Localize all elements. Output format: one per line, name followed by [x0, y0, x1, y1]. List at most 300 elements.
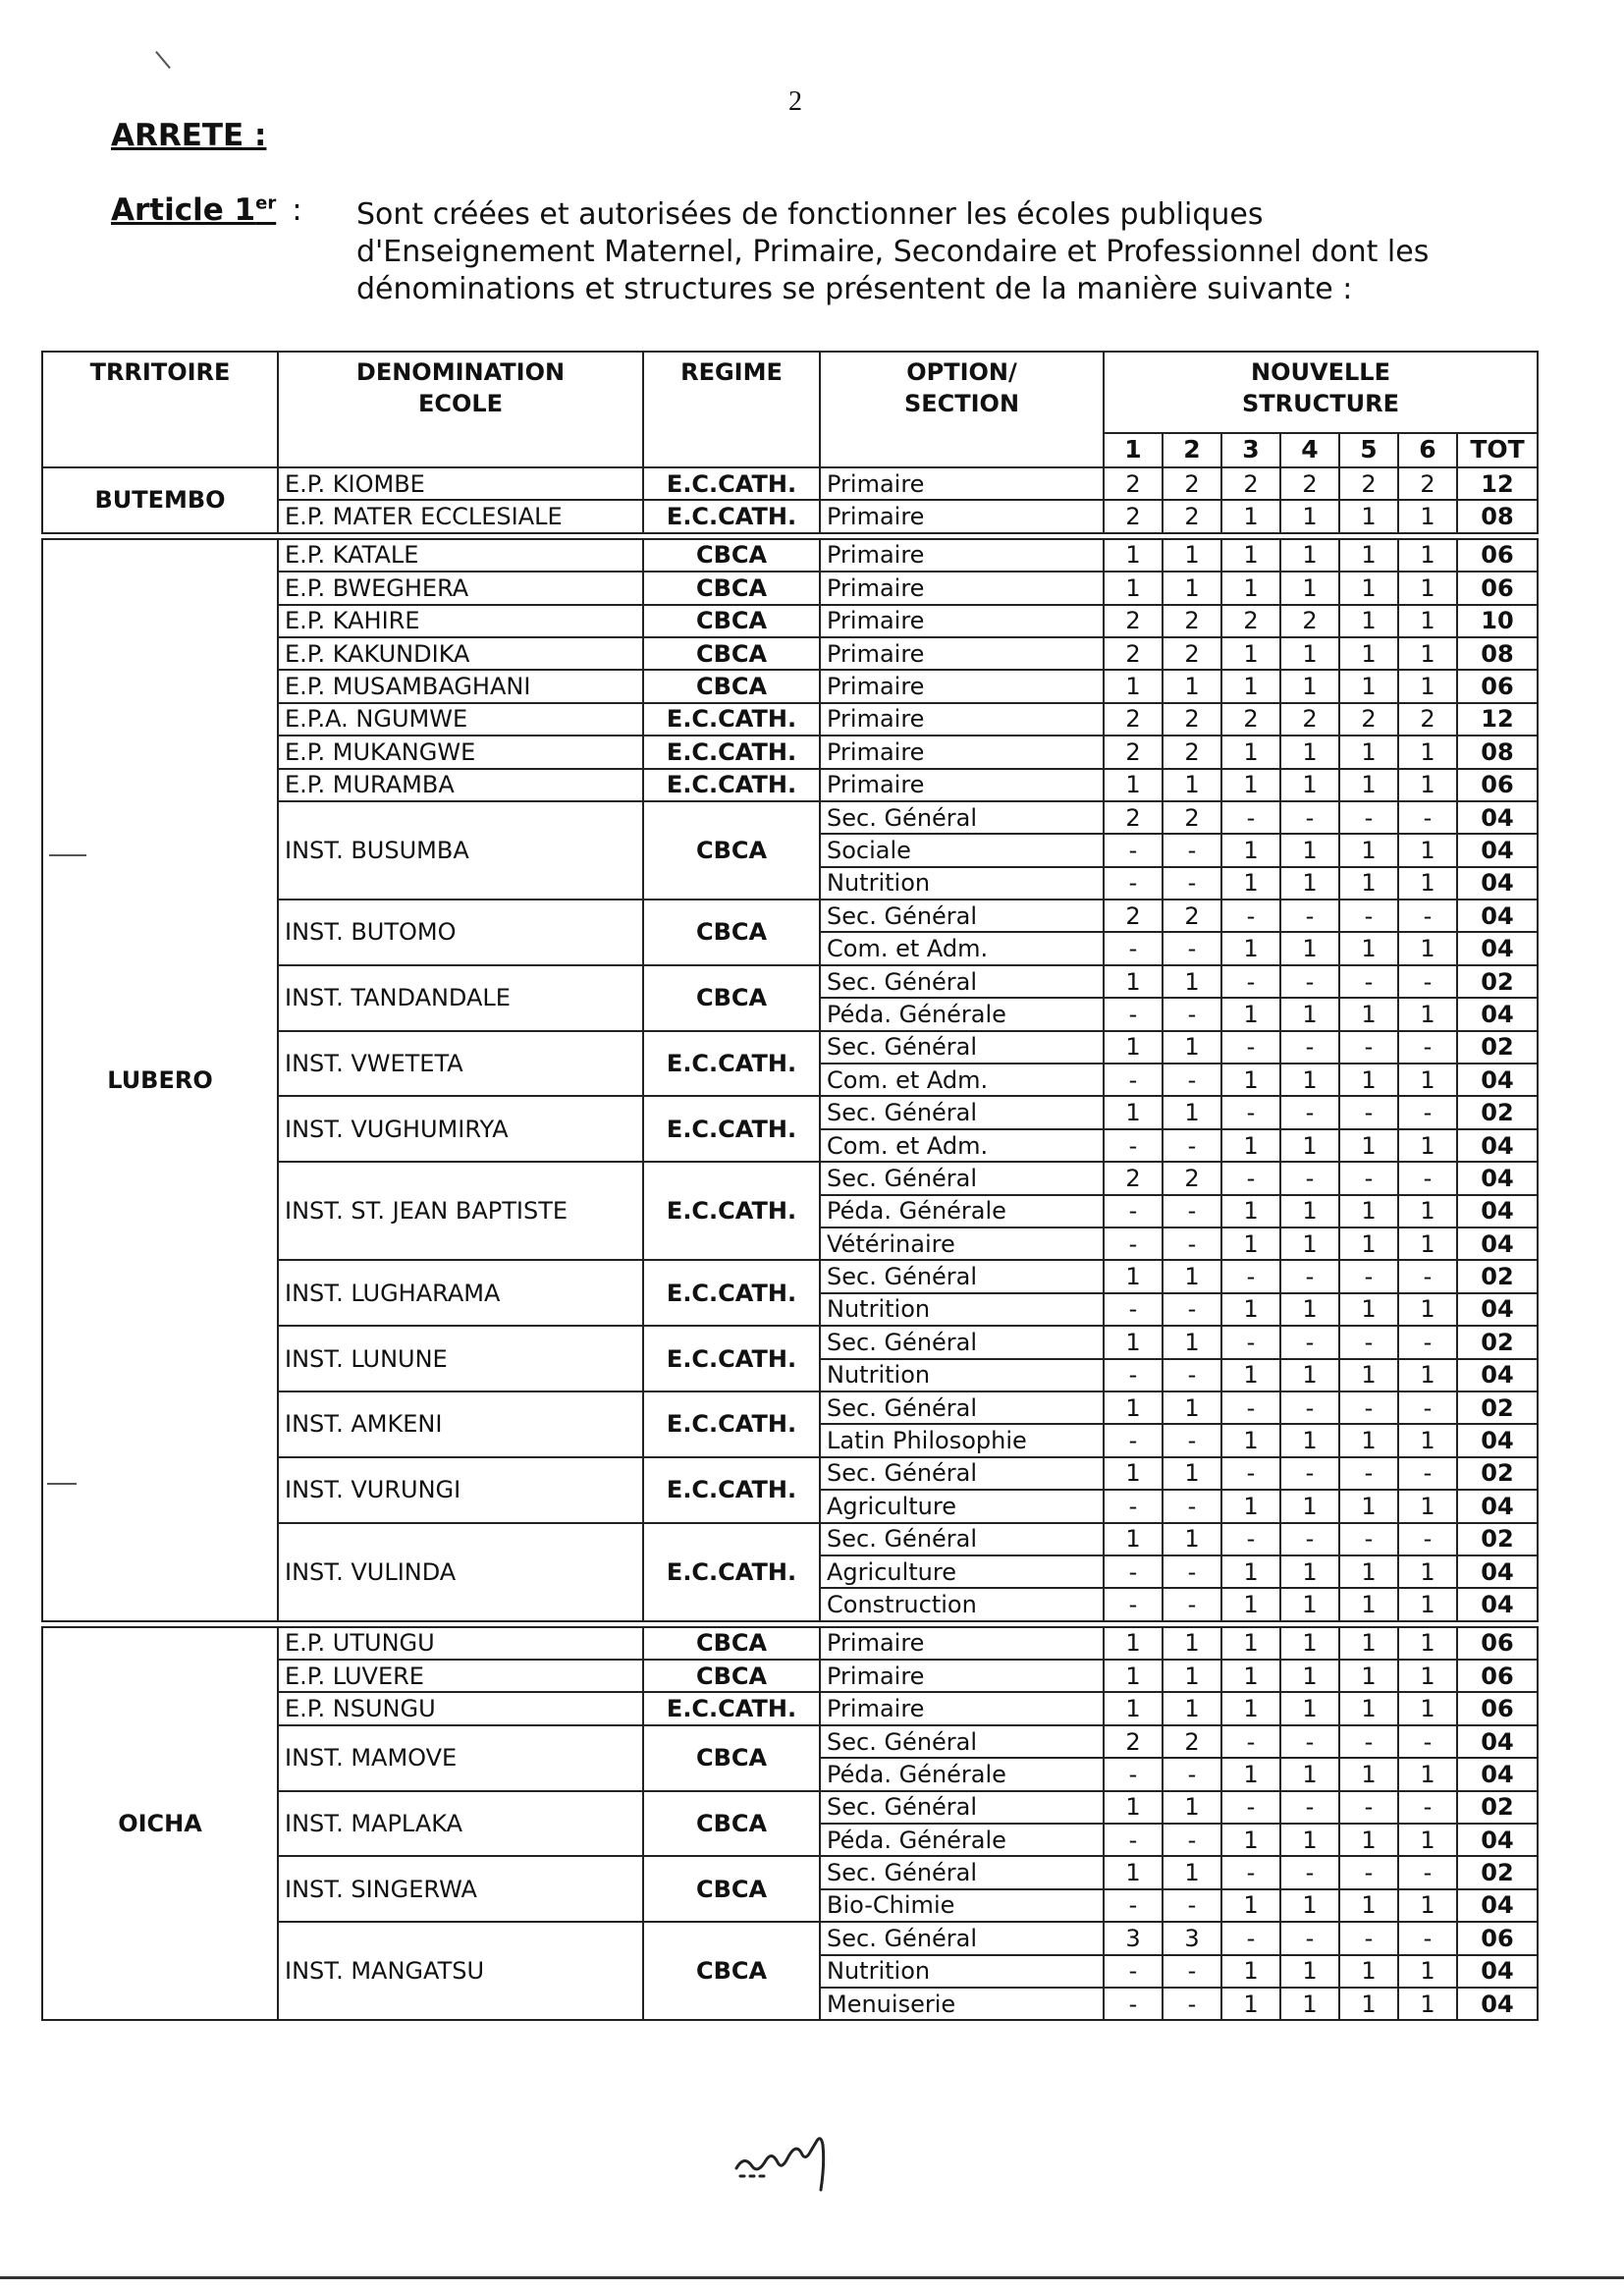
total-count: 04 — [1457, 1824, 1538, 1856]
year-count: 1 — [1280, 1129, 1339, 1162]
header-option: OPTION/ SECTION — [820, 352, 1104, 467]
year-count: 1 — [1339, 1988, 1398, 2020]
header-denomination: DENOMINATION ECOLE — [278, 352, 643, 467]
total-count: 06 — [1457, 1660, 1538, 1692]
total-count: 04 — [1457, 1162, 1538, 1194]
year-count: - — [1104, 1195, 1163, 1227]
school-name: INST. VWETETA — [278, 1031, 643, 1097]
school-name: E.P. LUVERE — [278, 1660, 643, 1692]
year-count: 1 — [1398, 1988, 1457, 2020]
year-count: 1 — [1398, 1660, 1457, 1692]
year-count: 1 — [1280, 1424, 1339, 1456]
article-label-text: Article 1er — [111, 192, 277, 228]
school-name: INST. SINGERWA — [278, 1856, 643, 1922]
option-section: Com. et Adm. — [820, 1129, 1104, 1162]
total-count: 06 — [1457, 1627, 1538, 1660]
year-count: - — [1163, 1490, 1221, 1522]
year-count: 1 — [1339, 1227, 1398, 1260]
header-year: 4 — [1280, 433, 1339, 467]
total-count: 04 — [1457, 1129, 1538, 1162]
year-count: 3 — [1104, 1922, 1163, 1954]
option-section: Sec. Général — [820, 1326, 1104, 1358]
year-count: - — [1339, 1326, 1398, 1358]
option-section: Sec. Général — [820, 1260, 1104, 1292]
page-number: 2 — [788, 86, 802, 117]
year-count: 1 — [1398, 769, 1457, 801]
year-count: 1 — [1280, 1359, 1339, 1391]
school-regime: CBCA — [643, 1627, 820, 1660]
year-count: 1 — [1280, 1064, 1339, 1096]
option-section: Nutrition — [820, 1293, 1104, 1326]
year-count: 1 — [1339, 1824, 1398, 1856]
year-count: 1 — [1280, 539, 1339, 572]
year-count: 2 — [1221, 467, 1280, 500]
year-count: 1 — [1221, 1627, 1280, 1660]
total-count: 12 — [1457, 703, 1538, 736]
year-count: 1 — [1221, 637, 1280, 670]
year-count: - — [1104, 1424, 1163, 1456]
school-regime: CBCA — [643, 572, 820, 604]
year-count: - — [1163, 1129, 1221, 1162]
year-count: 1 — [1398, 1064, 1457, 1096]
school-name: E.P. MATER ECCLESIALE — [278, 500, 643, 532]
school-name: E.P. UTUNGU — [278, 1627, 643, 1660]
year-count: 1 — [1163, 1660, 1221, 1692]
total-count: 04 — [1457, 1555, 1538, 1588]
year-count: - — [1163, 1758, 1221, 1790]
option-section: Sec. Général — [820, 1391, 1104, 1424]
school-name: E.P. KAKUNDIKA — [278, 637, 643, 670]
total-count: 06 — [1457, 572, 1538, 604]
school-name: E.P. NSUNGU — [278, 1692, 643, 1724]
year-count: - — [1221, 1922, 1280, 1954]
total-count: 04 — [1457, 1490, 1538, 1522]
year-count: 1 — [1280, 1588, 1339, 1620]
school-regime: CBCA — [643, 900, 820, 965]
year-count: - — [1104, 998, 1163, 1030]
school-name: E.P. KATALE — [278, 539, 643, 572]
year-count: 2 — [1163, 605, 1221, 637]
year-count: - — [1221, 1856, 1280, 1888]
total-count: 04 — [1457, 1359, 1538, 1391]
year-count: 2 — [1163, 1162, 1221, 1194]
signature — [727, 2111, 884, 2200]
school-regime: CBCA — [643, 539, 820, 572]
year-count: - — [1280, 1391, 1339, 1424]
year-count: 1 — [1221, 834, 1280, 866]
year-count: - — [1221, 1326, 1280, 1358]
school-regime: CBCA — [643, 1791, 820, 1857]
option-section: Primaire — [820, 1627, 1104, 1660]
year-count: - — [1104, 1955, 1163, 1988]
year-count: - — [1104, 1227, 1163, 1260]
total-count: 06 — [1457, 1922, 1538, 1954]
option-section: Sec. Général — [820, 1031, 1104, 1064]
year-count: 1 — [1398, 670, 1457, 702]
year-count: 2 — [1339, 703, 1398, 736]
year-count: - — [1339, 801, 1398, 834]
year-count: - — [1163, 1988, 1221, 2020]
year-count: - — [1221, 1791, 1280, 1824]
option-section: Nutrition — [820, 1955, 1104, 1988]
year-count: 1 — [1398, 1359, 1457, 1391]
year-count: 1 — [1339, 1889, 1398, 1922]
option-section: Latin Philosophie — [820, 1424, 1104, 1456]
option-section: Com. et Adm. — [820, 932, 1104, 964]
school-regime: E.C.CATH. — [643, 1096, 820, 1162]
option-section: Sec. Général — [820, 1922, 1104, 1954]
year-count: - — [1398, 1326, 1457, 1358]
total-count: 04 — [1457, 1195, 1538, 1227]
year-count: 1 — [1339, 867, 1398, 900]
total-count: 10 — [1457, 605, 1538, 637]
year-count: 2 — [1398, 703, 1457, 736]
year-count: - — [1163, 1824, 1221, 1856]
option-section: Primaire — [820, 703, 1104, 736]
school-regime: E.C.CATH. — [643, 500, 820, 532]
year-count: 1 — [1339, 500, 1398, 532]
year-count: 1 — [1398, 1227, 1457, 1260]
year-count: - — [1163, 1195, 1221, 1227]
total-count: 02 — [1457, 1031, 1538, 1064]
option-section: Construction — [820, 1588, 1104, 1620]
year-count: 1 — [1104, 1457, 1163, 1490]
year-count: 1 — [1104, 1523, 1163, 1555]
year-count: - — [1398, 1922, 1457, 1954]
school-name: E.P. BWEGHERA — [278, 572, 643, 604]
school-regime: E.C.CATH. — [643, 769, 820, 801]
year-count: 1 — [1398, 1955, 1457, 1988]
year-count: - — [1221, 1523, 1280, 1555]
year-count: 1 — [1163, 1096, 1221, 1128]
year-count: 1 — [1280, 572, 1339, 604]
option-section: Sec. Général — [820, 801, 1104, 834]
year-count: - — [1280, 1922, 1339, 1954]
year-count: 1 — [1398, 1758, 1457, 1790]
year-count: 2 — [1104, 1725, 1163, 1758]
option-section: Sec. Général — [820, 1523, 1104, 1555]
year-count: 3 — [1163, 1922, 1221, 1954]
year-count: 1 — [1104, 1031, 1163, 1064]
school-name: INST. LUGHARAMA — [278, 1260, 643, 1326]
option-section: Primaire — [820, 605, 1104, 637]
year-count: - — [1339, 1725, 1398, 1758]
total-count: 06 — [1457, 769, 1538, 801]
option-section: Péda. Générale — [820, 998, 1104, 1030]
school-name: INST. BUSUMBA — [278, 801, 643, 900]
table-row — [42, 539, 1538, 572]
year-count: 1 — [1339, 1490, 1398, 1522]
year-count: 1 — [1221, 1359, 1280, 1391]
school-name: INST. MAPLAKA — [278, 1791, 643, 1857]
school-regime: E.C.CATH. — [643, 1326, 820, 1391]
school-regime: CBCA — [643, 605, 820, 637]
school-regime: E.C.CATH. — [643, 1391, 820, 1457]
year-count: - — [1221, 1096, 1280, 1128]
year-count: 1 — [1339, 1660, 1398, 1692]
year-count: - — [1339, 965, 1398, 998]
option-section: Péda. Générale — [820, 1758, 1104, 1790]
total-count: 08 — [1457, 736, 1538, 768]
year-count: - — [1339, 1260, 1398, 1292]
year-count: - — [1163, 1955, 1221, 1988]
year-count: 1 — [1339, 998, 1398, 1030]
option-section: Primaire — [820, 1692, 1104, 1724]
year-count: 1 — [1280, 736, 1339, 768]
school-name: INST. MAMOVE — [278, 1725, 643, 1791]
option-section: Sec. Général — [820, 900, 1104, 932]
total-count: 02 — [1457, 1260, 1538, 1292]
school-name: INST. TANDANDALE — [278, 965, 643, 1031]
year-count: 1 — [1398, 1424, 1457, 1456]
year-count: - — [1280, 1791, 1339, 1824]
option-section: Primaire — [820, 769, 1104, 801]
arrete-title: ARRETE : — [111, 118, 267, 153]
year-count: 2 — [1104, 467, 1163, 500]
header-structure: NOUVELLE STRUCTURE — [1104, 352, 1538, 433]
year-count: 1 — [1221, 932, 1280, 964]
year-count: 2 — [1163, 637, 1221, 670]
year-count: 2 — [1398, 467, 1457, 500]
option-section: Menuiserie — [820, 1988, 1104, 2020]
school-regime: E.C.CATH. — [643, 1692, 820, 1724]
school-name: INST. MANGATSU — [278, 1922, 643, 2020]
option-section: Nutrition — [820, 867, 1104, 900]
year-count: 1 — [1280, 1293, 1339, 1326]
year-count: - — [1163, 867, 1221, 900]
year-count: - — [1221, 1162, 1280, 1194]
article-superscript: er — [255, 192, 277, 214]
year-count: - — [1398, 1523, 1457, 1555]
year-count: 2 — [1221, 703, 1280, 736]
year-count: - — [1280, 900, 1339, 932]
total-count: 04 — [1457, 1889, 1538, 1922]
year-count: - — [1221, 1725, 1280, 1758]
total-count: 04 — [1457, 932, 1538, 964]
year-count: - — [1339, 1922, 1398, 1954]
year-count: 1 — [1221, 539, 1280, 572]
year-count: - — [1163, 1227, 1221, 1260]
year-count: - — [1221, 965, 1280, 998]
total-count: 02 — [1457, 1096, 1538, 1128]
year-count: - — [1163, 1588, 1221, 1620]
year-count: - — [1339, 1457, 1398, 1490]
year-count: 1 — [1221, 1424, 1280, 1456]
year-count: - — [1104, 1588, 1163, 1620]
year-count: - — [1280, 801, 1339, 834]
school-regime: CBCA — [643, 801, 820, 900]
option-section: Com. et Adm. — [820, 1064, 1104, 1096]
year-count: - — [1339, 1391, 1398, 1424]
total-count: 04 — [1457, 1988, 1538, 2020]
year-count: 1 — [1280, 867, 1339, 900]
option-section: Péda. Générale — [820, 1824, 1104, 1856]
year-count: 2 — [1104, 801, 1163, 834]
school-name: INST. VUGHUMIRYA — [278, 1096, 643, 1162]
year-count: 1 — [1221, 1758, 1280, 1790]
year-count: 1 — [1398, 572, 1457, 604]
year-count: - — [1221, 1457, 1280, 1490]
year-count: 1 — [1104, 572, 1163, 604]
option-section: Primaire — [820, 1660, 1104, 1692]
year-count: 1 — [1163, 1791, 1221, 1824]
year-count: 1 — [1398, 1588, 1457, 1620]
total-count: 04 — [1457, 801, 1538, 834]
year-count: 2 — [1104, 1162, 1163, 1194]
year-count: 1 — [1398, 932, 1457, 964]
year-count: 2 — [1104, 605, 1163, 637]
year-count: 1 — [1339, 1555, 1398, 1588]
total-count: 02 — [1457, 1391, 1538, 1424]
year-count: - — [1163, 1424, 1221, 1456]
year-count: - — [1221, 1391, 1280, 1424]
school-regime: E.C.CATH. — [643, 1523, 820, 1621]
total-count: 04 — [1457, 1955, 1538, 1988]
year-count: - — [1104, 1889, 1163, 1922]
option-section: Sec. Général — [820, 1791, 1104, 1824]
year-count: 1 — [1221, 1889, 1280, 1922]
year-count: 1 — [1398, 637, 1457, 670]
year-count: 1 — [1398, 1195, 1457, 1227]
year-count: 1 — [1221, 1064, 1280, 1096]
option-section: Bio-Chimie — [820, 1889, 1104, 1922]
year-count: 1 — [1221, 736, 1280, 768]
year-count: - — [1163, 1889, 1221, 1922]
year-count: - — [1339, 900, 1398, 932]
year-count: 1 — [1163, 1326, 1221, 1358]
year-count: 2 — [1104, 900, 1163, 932]
year-count: 1 — [1339, 769, 1398, 801]
year-count: 1 — [1104, 1096, 1163, 1128]
school-name: E.P. KAHIRE — [278, 605, 643, 637]
year-count: 1 — [1339, 1359, 1398, 1391]
school-regime: CBCA — [643, 1856, 820, 1922]
school-regime: E.C.CATH. — [643, 1457, 820, 1523]
school-name: INST. BUTOMO — [278, 900, 643, 965]
year-count: - — [1280, 1031, 1339, 1064]
total-count: 04 — [1457, 1064, 1538, 1096]
option-section: Primaire — [820, 539, 1104, 572]
year-count: 1 — [1163, 1457, 1221, 1490]
school-regime: E.C.CATH. — [643, 1031, 820, 1097]
year-count: - — [1221, 801, 1280, 834]
option-section: Sociale — [820, 834, 1104, 866]
bottom-rule — [0, 2276, 1624, 2279]
total-count: 02 — [1457, 1856, 1538, 1888]
year-count: - — [1398, 1096, 1457, 1128]
year-count: 1 — [1104, 1627, 1163, 1660]
year-count: 1 — [1339, 1293, 1398, 1326]
year-count: 1 — [1163, 670, 1221, 702]
total-count: 04 — [1457, 834, 1538, 866]
year-count: - — [1280, 1725, 1339, 1758]
year-count: - — [1280, 1096, 1339, 1128]
year-count: - — [1398, 1725, 1457, 1758]
total-count: 04 — [1457, 1424, 1538, 1456]
article-line: d'Enseignement Maternel, Primaire, Secondaire et Professionnel dont les — [356, 235, 1430, 269]
school-regime: E.C.CATH. — [643, 1162, 820, 1260]
year-count: 1 — [1339, 1424, 1398, 1456]
year-count: 1 — [1398, 998, 1457, 1030]
year-count: - — [1104, 1555, 1163, 1588]
year-count: - — [1398, 1162, 1457, 1194]
year-count: 1 — [1398, 1824, 1457, 1856]
year-count: 1 — [1104, 1692, 1163, 1724]
year-count: - — [1398, 965, 1457, 998]
year-count: 1 — [1339, 1129, 1398, 1162]
year-count: - — [1398, 1457, 1457, 1490]
school-name: E.P. MUKANGWE — [278, 736, 643, 768]
school-regime: CBCA — [643, 965, 820, 1031]
year-count: 2 — [1280, 605, 1339, 637]
year-count: - — [1339, 1791, 1398, 1824]
year-count: 1 — [1163, 1260, 1221, 1292]
year-count: 2 — [1280, 467, 1339, 500]
year-count: - — [1221, 1031, 1280, 1064]
year-count: 2 — [1163, 500, 1221, 532]
year-count: 1 — [1280, 1660, 1339, 1692]
year-count: - — [1280, 1162, 1339, 1194]
year-count: 1 — [1221, 572, 1280, 604]
year-count: 1 — [1280, 834, 1339, 866]
school-regime: E.C.CATH. — [643, 467, 820, 500]
year-count: 1 — [1398, 1293, 1457, 1326]
header-year: 1 — [1104, 433, 1163, 467]
total-count: 04 — [1457, 1758, 1538, 1790]
total-count: 08 — [1457, 637, 1538, 670]
year-count: 1 — [1398, 1692, 1457, 1724]
total-count: 04 — [1457, 998, 1538, 1030]
year-count: - — [1163, 1359, 1221, 1391]
year-count: 1 — [1163, 965, 1221, 998]
year-count: 1 — [1280, 769, 1339, 801]
option-section: Primaire — [820, 736, 1104, 768]
year-count: 1 — [1163, 1391, 1221, 1424]
year-count: - — [1163, 834, 1221, 866]
year-count: 1 — [1398, 736, 1457, 768]
year-count: 1 — [1163, 769, 1221, 801]
year-count: - — [1280, 1523, 1339, 1555]
school-regime: CBCA — [643, 670, 820, 702]
header-year: 6 — [1398, 433, 1457, 467]
option-section: Vétérinaire — [820, 1227, 1104, 1260]
year-count: 1 — [1339, 670, 1398, 702]
schools-structure-table — [41, 351, 1539, 2021]
year-count: 1 — [1221, 1955, 1280, 1988]
year-count: 1 — [1221, 1293, 1280, 1326]
year-count: 1 — [1339, 539, 1398, 572]
total-count: 04 — [1457, 1293, 1538, 1326]
total-count: 02 — [1457, 1523, 1538, 1555]
year-count: 1 — [1280, 500, 1339, 532]
year-count: 2 — [1104, 500, 1163, 532]
year-count: - — [1398, 1856, 1457, 1888]
total-count: 08 — [1457, 500, 1538, 532]
year-count: - — [1339, 1856, 1398, 1888]
year-count: 1 — [1163, 1692, 1221, 1724]
year-count: 1 — [1280, 1692, 1339, 1724]
year-count: 1 — [1221, 1988, 1280, 2020]
year-count: - — [1104, 1129, 1163, 1162]
year-count: - — [1104, 1988, 1163, 2020]
year-count: 1 — [1221, 670, 1280, 702]
total-count: 12 — [1457, 467, 1538, 500]
option-section: Sec. Général — [820, 1162, 1104, 1194]
year-count: 1 — [1280, 1555, 1339, 1588]
school-regime: E.C.CATH. — [643, 703, 820, 736]
year-count: 1 — [1339, 1692, 1398, 1724]
header-row — [42, 352, 1538, 433]
